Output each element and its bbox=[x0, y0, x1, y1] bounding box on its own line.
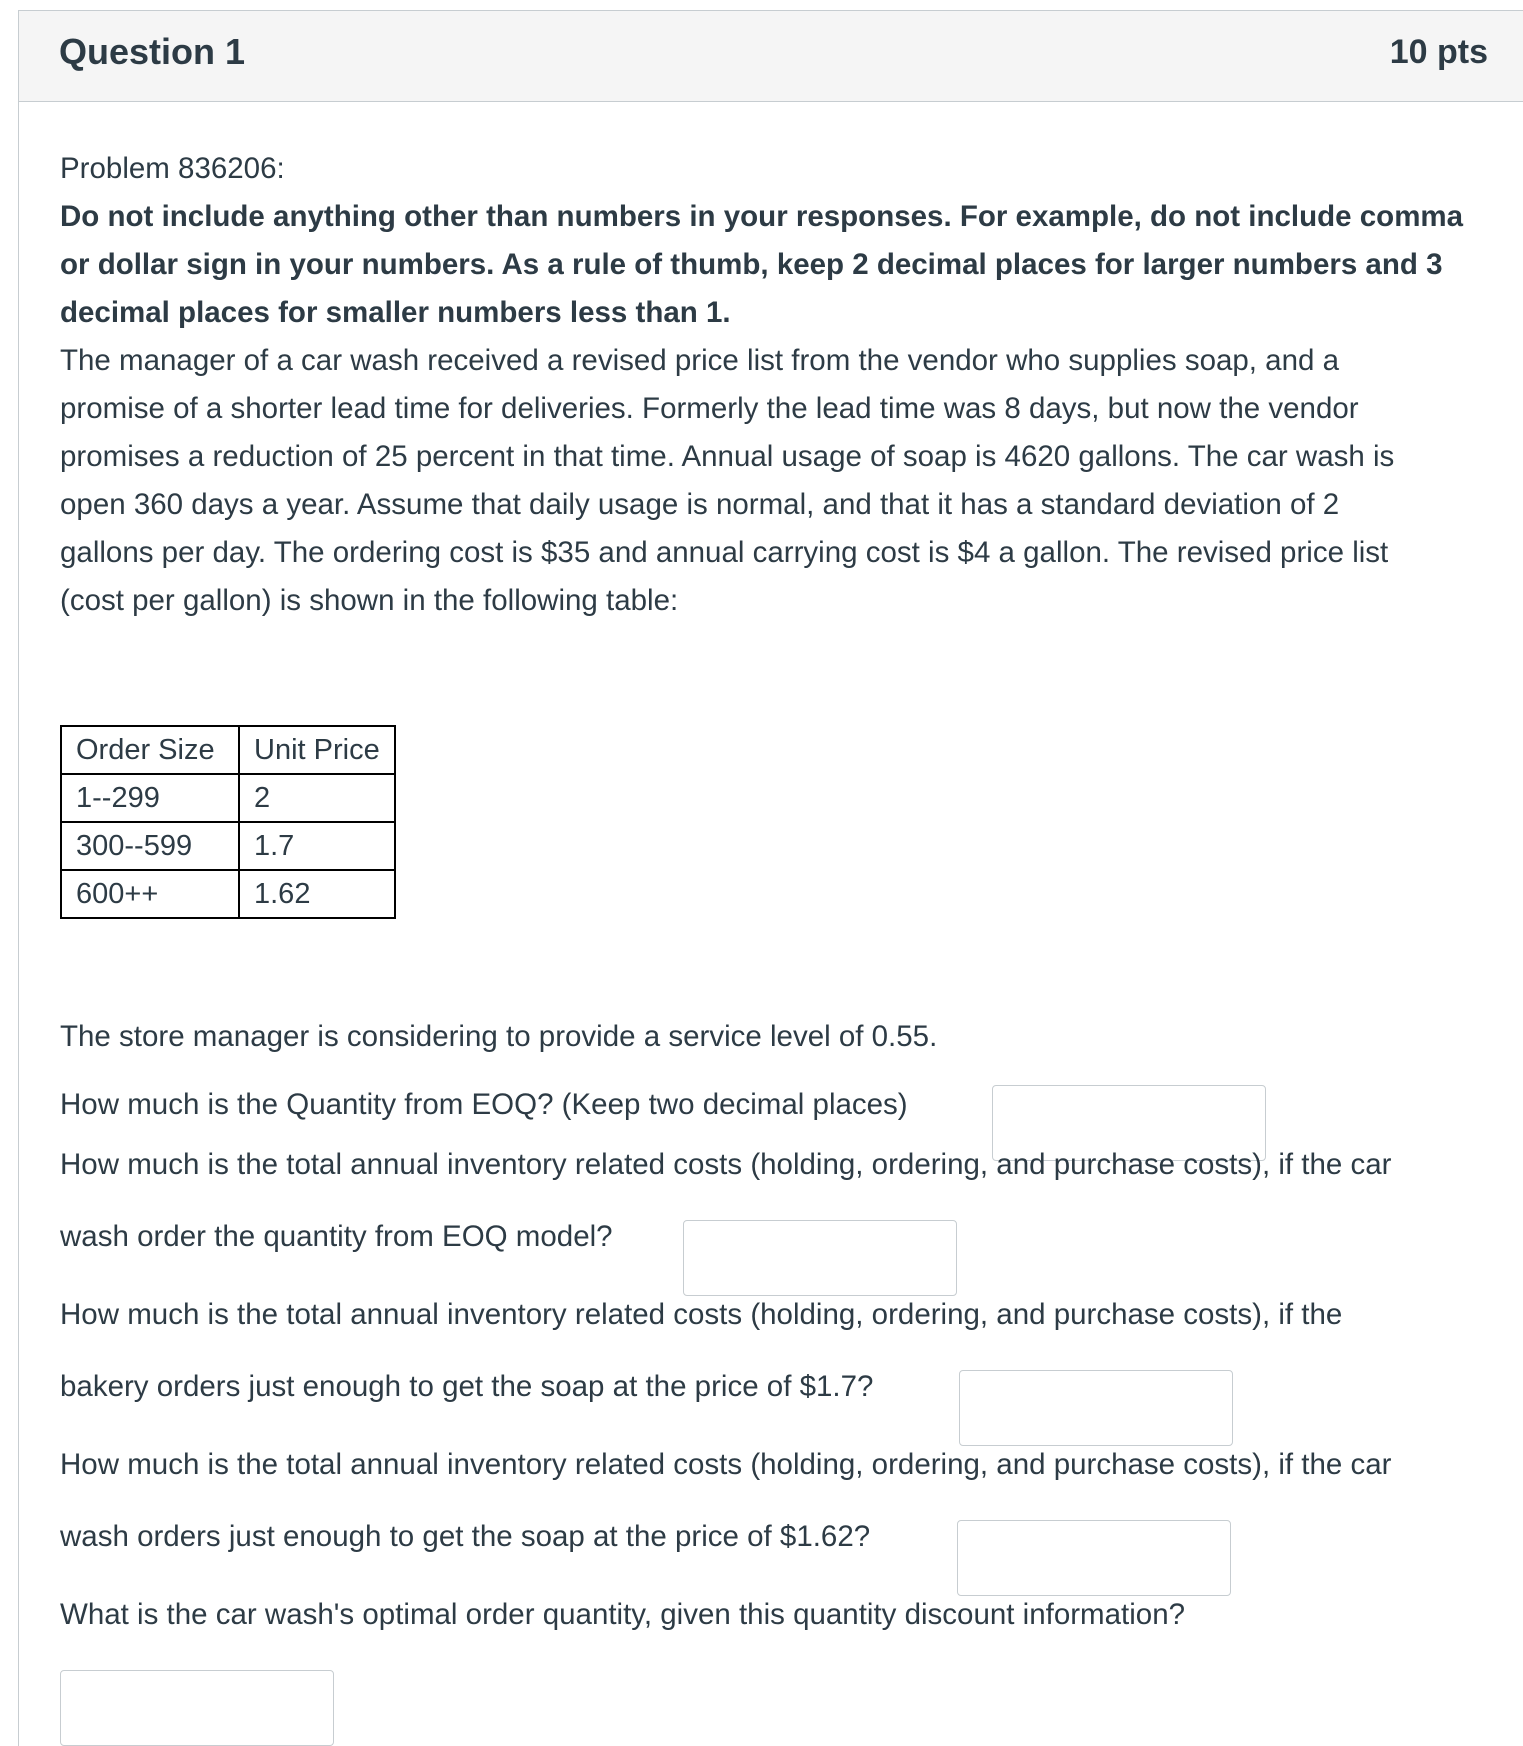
question-card bbox=[18, 10, 1523, 1746]
table-header-cell: Unit Price bbox=[239, 726, 395, 774]
question-header bbox=[19, 11, 1523, 102]
question-cost-17-line1: How much is the total annual inventory related costs (holding, ordering, and purchase costs), if the bbox=[60, 1298, 1343, 1331]
price-table bbox=[60, 725, 396, 919]
table-cell: 1.7 bbox=[239, 822, 395, 870]
table-cell: 1.62 bbox=[239, 870, 395, 918]
table-cell: 600++ bbox=[61, 870, 239, 918]
instruction-line-2: or dollar sign in your numbers. As a rule of thumb, keep 2 decimal places for larger numbers and 3 bbox=[60, 248, 1443, 281]
answer-input-cost-17[interactable] bbox=[959, 1370, 1233, 1446]
table-row bbox=[61, 870, 395, 918]
body-line-6: (cost per gallon) is shown in the following table: bbox=[60, 584, 679, 617]
answer-input-cost-162[interactable] bbox=[957, 1520, 1231, 1596]
question-points: 10 pts bbox=[1389, 33, 1488, 71]
table-header-row bbox=[61, 726, 395, 774]
question-cost-162-line2: wash orders just enough to get the soap at the price of $1.62? bbox=[60, 1520, 871, 1553]
question-eoq-cost-line2: wash order the quantity from EOQ model? bbox=[60, 1220, 613, 1253]
answer-input-eoq-cost[interactable] bbox=[683, 1220, 957, 1296]
table-header-cell: Order Size bbox=[61, 726, 239, 774]
question-optimal-qty: What is the car wash's optimal order quantity, given this quantity discount information? bbox=[60, 1598, 1186, 1631]
table-cell: 300--599 bbox=[61, 822, 239, 870]
question-title: Question 1 bbox=[59, 31, 246, 72]
body-line-5: gallons per day. The ordering cost is $35 and annual carrying cost is $4 a gallon. The revised price list bbox=[60, 536, 1389, 569]
question-cost-17-line2: bakery orders just enough to get the soap at the price of $1.7? bbox=[60, 1370, 874, 1403]
body-line-4: open 360 days a year. Assume that daily usage is normal, and that it has a standard deviation of 2 bbox=[60, 488, 1340, 521]
body-line-3: promises a reduction of 25 percent in that time. Annual usage of soap is 4620 gallons. The car wash is bbox=[60, 440, 1395, 473]
instruction-line-3: decimal places for smaller numbers less than 1. bbox=[60, 296, 731, 329]
instruction-line-1: Do not include anything other than numbers in your responses. For example, do not include comma bbox=[60, 200, 1464, 233]
table-row bbox=[61, 822, 395, 870]
service-level-text: The store manager is considering to provide a service level of 0.55. bbox=[60, 1020, 938, 1053]
problem-id: Problem 836206: bbox=[60, 152, 285, 185]
question-cost-162-line1: How much is the total annual inventory related costs (holding, ordering, and purchase costs), if the car bbox=[60, 1448, 1392, 1481]
question-body bbox=[60, 145, 1500, 1631]
body-line-2: promise of a shorter lead time for deliveries. Formerly the lead time was 8 days, but now the vendor bbox=[60, 392, 1359, 425]
table-cell: 2 bbox=[239, 774, 395, 822]
table-cell: 1--299 bbox=[61, 774, 239, 822]
question-eoq-cost-line1: How much is the total annual inventory related costs (holding, ordering, and purchase costs), if the car bbox=[60, 1148, 1392, 1181]
body-line-1: The manager of a car wash received a revised price list from the vendor who supplies soap, and a bbox=[60, 344, 1340, 377]
answer-input-optimal-qty[interactable] bbox=[60, 1670, 334, 1746]
question-eoq-label: How much is the Quantity from EOQ? (Keep two decimal places) bbox=[60, 1088, 908, 1121]
table-row bbox=[61, 774, 395, 822]
